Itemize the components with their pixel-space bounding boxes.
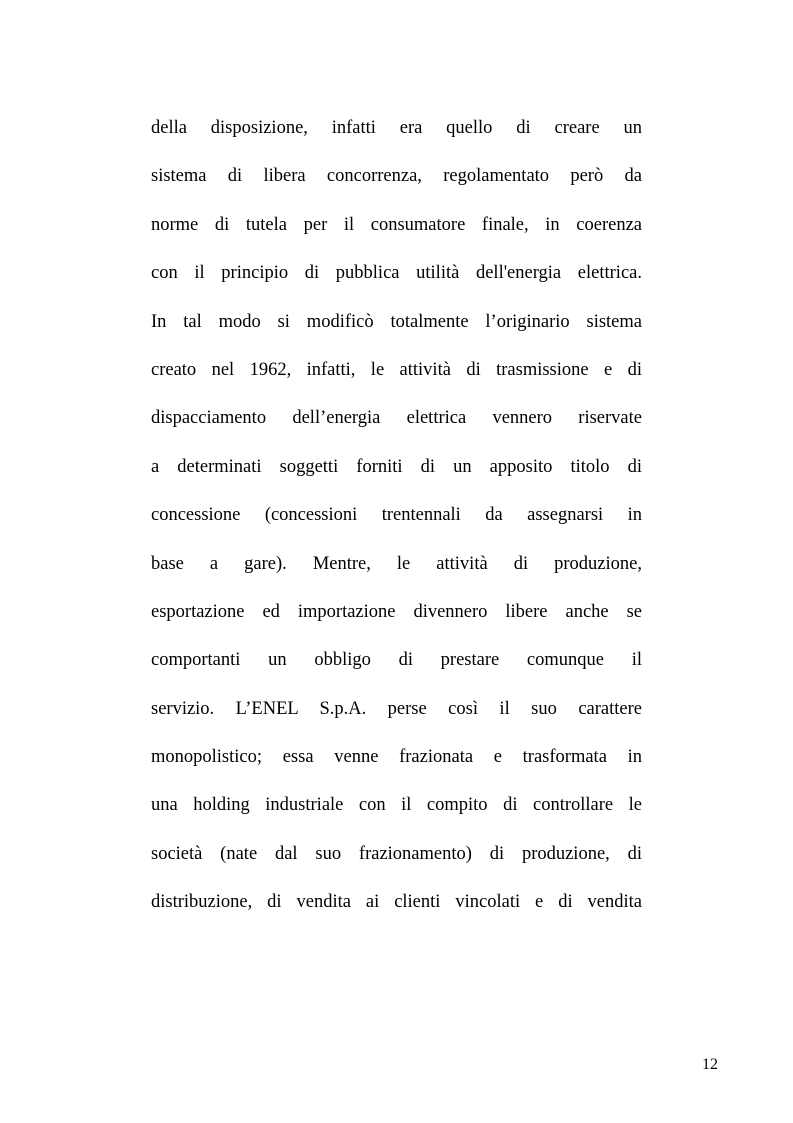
text-line: In tal modo si modificò totalmente l’originario sistema <box>151 311 642 332</box>
text-line: della disposizione, infatti era quello di creare un <box>151 118 642 138</box>
text-line: comportanti un obbligo di prestare comunque il <box>151 650 642 671</box>
text-line: servizio. L’ENEL S.p.A. perse così il suo carattere <box>151 698 642 719</box>
page-number: 12 <box>702 1056 718 1073</box>
text-line: società (nate dal suo frazionamento) di produzione, di <box>151 843 642 864</box>
text-line: a determinati soggetti forniti di un apposito titolo di <box>151 456 642 477</box>
text-line: sistema di libera concorrenza, regolamentato però da <box>151 166 642 187</box>
text-line: monopolistico; essa venne frazionata e trasformata in <box>151 747 642 768</box>
text-line: creato nel 1962, infatti, le attività di trasmissione e di <box>151 359 642 380</box>
body-paragraph <box>151 110 642 933</box>
text-line: una holding industriale con il compito di controllare le <box>151 795 642 816</box>
text-line: con il principio di pubblica utilità dell'energia elettrica. <box>151 263 642 284</box>
text-line: concessione (concessioni trentennali da assegnarsi in <box>151 505 642 526</box>
text-line: base a gare). Mentre, le attività di produzione, <box>151 553 642 574</box>
text-line: norme di tutela per il consumatore finale, in coerenza <box>151 214 642 235</box>
text-line: distribuzione, di vendita ai clienti vincolati e di vendita <box>151 892 642 913</box>
text-line: dispacciamento dell’energia elettrica vennero riservate <box>151 408 642 429</box>
text-line: esportazione ed importazione divennero libere anche se <box>151 601 642 622</box>
